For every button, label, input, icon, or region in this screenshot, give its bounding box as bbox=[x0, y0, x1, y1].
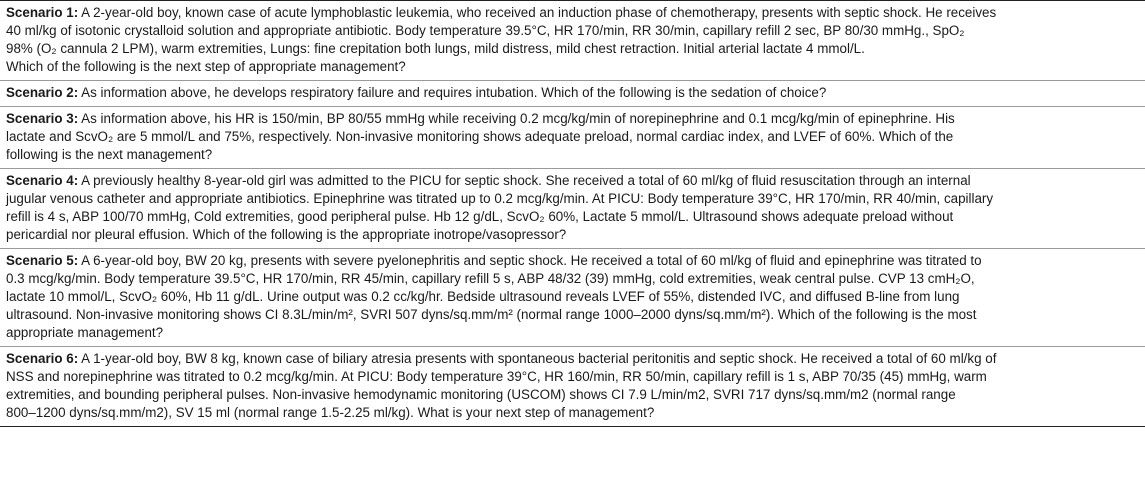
scenario-label: Scenario 2: bbox=[6, 85, 79, 100]
scenario-row-2 bbox=[0, 81, 1145, 107]
scenario-text: A 6-year-old boy, BW 20 kg, presents with severe pyelonephritis and septic shock. He received a total of 60 ml/kg of fluid and epinephrine was titrated to bbox=[78, 253, 982, 268]
scenario-line bbox=[6, 4, 1139, 22]
scenario-line bbox=[6, 350, 1139, 368]
scenario-label: Scenario 4: bbox=[6, 173, 79, 188]
scenario-label: Scenario 3: bbox=[6, 111, 79, 126]
scenario-text: 0.3 mcg/kg/min. Body temperature 39.5°C, HR 170/min, RR 45/min, capillary refill 5 s, ABP 48/32 (39) mmHg, cold extremities, weak central pulse. CVP 13 cmH₂O, bbox=[6, 271, 975, 286]
scenario-text: Which of the following is the next step of appropriate management? bbox=[6, 59, 406, 74]
scenario-label: Scenario 5: bbox=[6, 253, 79, 268]
scenario-text: following is the next management? bbox=[6, 147, 213, 162]
scenario-row-1 bbox=[0, 1, 1145, 81]
scenario-line bbox=[6, 172, 1139, 190]
scenario-text: refill is 4 s, ABP 100/70 mmHg, Cold extremities, good peripheral pulse. Hb 12 g/dL, ScvO₂ 60%, Lactate 5 mmol/L. Ultrasound shows adequate preload without bbox=[6, 209, 954, 224]
scenario-line bbox=[6, 252, 1139, 270]
scenario-text: 98% (O₂ cannula 2 LPM), warm extremities, Lungs: fine crepitation both lungs, mild distress, mild chest retraction. Initial arterial lactate 4 mmol/L. bbox=[6, 41, 865, 56]
scenario-row-6 bbox=[0, 347, 1145, 426]
scenario-text: As information above, his HR is 150/min, BP 80/55 mmHg while receiving 0.2 mcg/kg/min of norepinephrine and 0.1 mcg/kg/min of epinephrine. His bbox=[78, 111, 955, 126]
scenario-text: appropriate management? bbox=[6, 325, 164, 340]
scenario-text: A previously healthy 8-year-old girl was admitted to the PICU for septic shock. She received a total of 60 ml/kg of fluid resuscitation through an internal bbox=[78, 173, 971, 188]
scenario-text: As information above, he develops respiratory failure and requires intubation. Which of the following is the sedation of choice? bbox=[78, 85, 827, 100]
scenario-row-5 bbox=[0, 249, 1145, 347]
scenario-text: jugular venous catheter and appropriate antibiotics. Epinephrine was titrated up to 0.2 mcg/kg/min. At PICU: Body temperature 39°C, HR 170/min, RR 40/min, capillary bbox=[6, 191, 994, 206]
scenario-line bbox=[6, 110, 1139, 128]
scenario-text: lactate 10 mmol/L, ScvO₂ 60%, Hb 11 g/dL. Urine output was 0.2 cc/kg/hr. Bedside ultrasound reveals LVEF of 55%, distended IVC, and diffused B-line from lung bbox=[6, 289, 960, 304]
scenario-label: Scenario 1: bbox=[6, 5, 79, 20]
scenario-text: ultrasound. Non-invasive monitoring shows CI 8.3L/min/m², SVRI 507 dyns/sq.mm/m² (normal range 1000–2000 dyns/sq.mm/m²). Which of the following is the most bbox=[6, 307, 977, 322]
scenario-text: A 1-year-old boy, BW 8 kg, known case of biliary atresia presents with spontaneous bacterial peritonitis and septic shock. He received a total of 60 ml/kg of bbox=[78, 351, 997, 366]
scenario-row-3 bbox=[0, 107, 1145, 169]
scenario-row-4 bbox=[0, 169, 1145, 249]
scenario-label: Scenario 6: bbox=[6, 351, 79, 366]
scenario-text: extremities, and bounding peripheral pulses. Non-invasive hemodynamic monitoring (USCOM) shows CI 7.9 L/min/m2, SVRI 717 dyns/sq.mm/m2 (normal range bbox=[6, 387, 956, 402]
scenario-text: NSS and norepinephrine was titrated to 0.2 mcg/kg/min. At PICU: Body temperature 39°C, HR 160/min, RR 50/min, capillary refill is 1 s, ABP 70/35 (45) mmHg, warm bbox=[6, 369, 987, 384]
scenario-text: lactate and ScvO₂ are 5 mmol/L and 75%, respectively. Non-invasive monitoring shows adequate preload, normal cardiac index, and LVEF of 60%. Which of the bbox=[6, 129, 954, 144]
scenario-text: pericardial nor pleural effusion. Which of the following is the appropriate inotrope/vasopressor? bbox=[6, 227, 567, 242]
scenario-text: A 2-year-old boy, known case of acute lymphoblastic leukemia, who received an induction phase of chemotherapy, presents with septic shock. He receives bbox=[78, 5, 997, 20]
scenario-line bbox=[6, 84, 1139, 102]
scenario-text: 40 ml/kg of isotonic crystalloid solution and appropriate antibiotic. Body temperature 39.5°C, HR 170/min, RR 30/min, capillary refill 2 sec, BP 80/30 mmHg., SpO₂ bbox=[6, 23, 965, 38]
scenario-text: 800–1200 dyns/sq.mm/m2), SV 15 ml (normal range 1.5-2.25 ml/kg). What is your next step of management? bbox=[6, 405, 655, 420]
